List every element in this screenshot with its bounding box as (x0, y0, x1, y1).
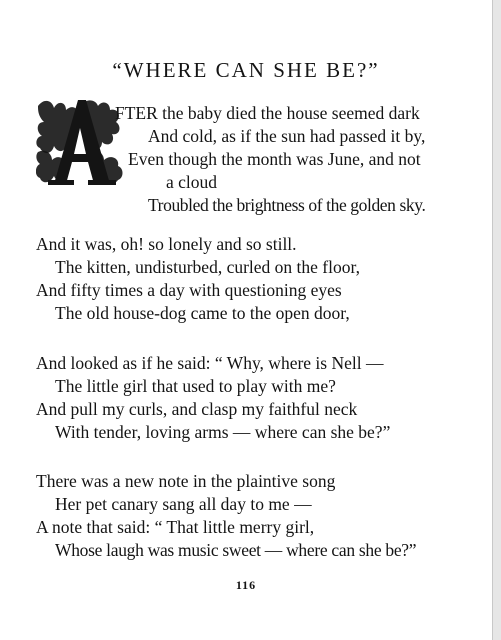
poem-line: There was a new note in the plaintive song (36, 471, 336, 491)
page-number: 116 (235, 578, 257, 592)
poem-line: The old house-dog came to the open door, (55, 303, 350, 323)
poem-line: Even though the month was June, and not (128, 149, 421, 169)
poem-line: And cold, as if the sun had passed it by, (148, 126, 426, 146)
decorative-initial-a (36, 96, 124, 186)
poem-line: Troubled the brightness of the golden sky. (148, 195, 426, 215)
poem-line: The little girl that used to play with me? (55, 376, 336, 396)
poem-line: And it was, oh! so lonely and so still. (36, 234, 297, 254)
poem-line: The kitten, undisturbed, curled on the floor, (55, 257, 360, 277)
poem-line: A note that said: “ That little merry girl, (36, 517, 315, 537)
poem-line: a cloud (166, 172, 218, 192)
poem-line: And pull my curls, and clasp my faithful neck (36, 399, 358, 419)
poem-line: Whose laugh was music sweet — where can she be?” (55, 540, 417, 560)
poem-line: Her pet canary sang all day to me — (55, 494, 312, 514)
poem-line: And looked as if he said: “ Why, where is Nell — (36, 353, 384, 373)
scan-edge (492, 0, 501, 640)
poem-line: With tender, loving arms — where can she be?” (55, 422, 391, 442)
poem-line: FTER the baby died the house seemed dark (115, 103, 420, 123)
poem-title: “WHERE CAN SHE BE?” (112, 58, 380, 82)
poem-line: And fifty times a day with questioning eyes (36, 280, 342, 300)
